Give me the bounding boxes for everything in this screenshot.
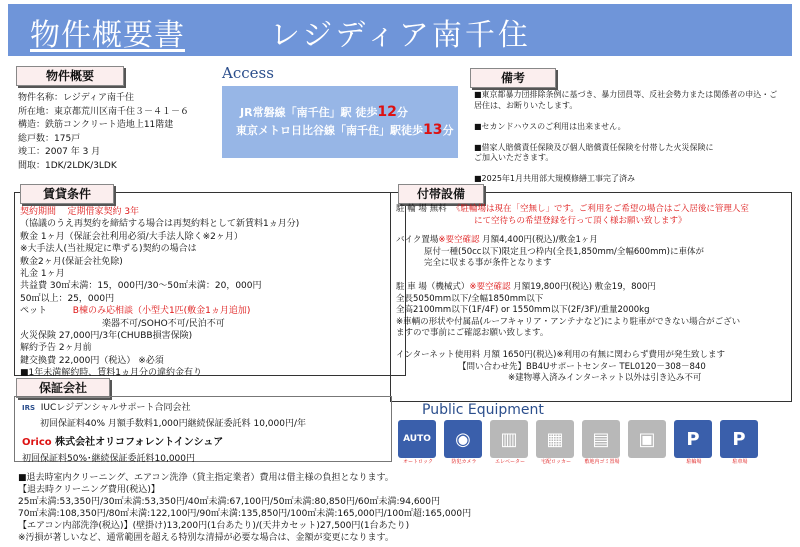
access-line-metro: 東京メトロ日比谷線「南千住」駅徒歩13分 (236, 122, 454, 138)
equipment-tag: 付帯設備 (398, 184, 484, 204)
equipment-label: 宅配ロッカー (541, 459, 571, 465)
guarantor-detail: 初回保証料50%･継続保証委託料10,000円 (22, 454, 195, 465)
car-line: ますので事前にご確認お願い致します。 (396, 328, 549, 339)
terms-line: 共益費 30㎡未満：15，000円/30～50㎡未満：20，000円 (20, 281, 262, 292)
equipment-symbol-icon: P (720, 420, 758, 458)
terms-line: （協議のうえ再契約を締結する場合は再契約料として新賃料1ヵ月分) (20, 219, 300, 230)
equipment-icon-0 (398, 420, 438, 465)
remarks-line: ご加入いただきます。 (474, 153, 554, 162)
footer-line: 25㎡未満:53,350円/30㎡未満:53,350円/40㎡未満:67,100円/50㎡未満:80,850円/60㎡未満:94,600円 (18, 497, 441, 507)
footer-line: 【エアコン内部洗浄(税込)】(壁掛け)13,200円(1台あたり)/(天井カセット)27,500円(1台あたり) (18, 521, 410, 531)
terms-list (20, 206, 299, 380)
remarks-line (474, 111, 777, 122)
guarantor-list (22, 402, 306, 466)
equipment-symbol-icon: AUTO (398, 420, 436, 458)
terms-line: 鍵交換費 22,000円（税込） ※必須 (20, 355, 164, 366)
document-title: 物件概要書 (30, 18, 185, 53)
internet-line: ※建物導入済みインターネット以外は引き込み不可 (508, 373, 702, 384)
property-name: レジディア南千住 (270, 18, 531, 53)
car-line: 全高2100mm以下(1F/4F) or 1550mm以下(2F/3F)/重量2000kg (396, 305, 650, 316)
iuc-logo: IRS (22, 404, 36, 412)
overview-list (18, 92, 189, 174)
access-box (222, 86, 458, 158)
equipment-symbol-icon: ▥ (490, 420, 528, 458)
overview-line: 総戸数：175戸 (18, 133, 81, 144)
car-line: ※車輌の形状や付属品(ルーフキャリア・アンテナなど)により駐車ができない場合がござい (396, 316, 741, 327)
overview-tag: 物件概要 (16, 66, 124, 86)
access-line-jr: JR常磐線「南千住」駅 徒歩12分 (240, 104, 408, 120)
equipment-list (396, 204, 749, 385)
terms-line: 礼金 1ヶ月 (20, 269, 65, 280)
overview-line: 所在地：東京都荒川区南千住３－４１－６ (18, 106, 190, 117)
equipment-label: 敷地内ゴミ置場 (584, 459, 620, 465)
equipment-icon-1 (444, 420, 484, 465)
terms-line: 解約予告 2ヶ月前 (20, 343, 92, 354)
footer-line: ■退去時室内クリーニング、エアコン洗浄（貸主指定業者）費用は借主様の負担となります。 (18, 473, 394, 483)
public-equipment-icons (398, 420, 760, 465)
guarantor-tag: 保証会社 (16, 378, 110, 398)
footer-line: ※汚損が著しいなど、通常範囲を超える特別な清掃が必要な場合は、金額が変更になります。 (18, 533, 394, 543)
internet-line: 【問い合わせ先】BB4Uサポートセンター TEL0120－308－840 (458, 361, 706, 372)
remarks-line: ■セカンドハウスのご利用は出来ません。 (474, 121, 626, 131)
motorbike-line: 原付一種(50cc以下)限定且つ枠内(全長1,850mm/全幅600mm)に車体が (424, 246, 704, 257)
terms-line: 敷金2ヶ月(保証会社免除) (20, 256, 123, 267)
guarantor-detail: 初回保証料40% 月額手数料1,000円継続保証委託料 10,000円/年 (40, 419, 307, 430)
equipment-symbol-icon: ▤ (582, 420, 620, 458)
remarks-line: 居住は、お断りいたします。 (474, 100, 578, 110)
bike-parking: 駐 輪 場 無料 《駐輪場は現在「空無し」です。ご利用をご希望の場合はご入居後に管理人室 (396, 204, 749, 214)
public-equipment-title: Public Equipment (422, 402, 544, 418)
equipment-label: 駐車場 (732, 459, 748, 465)
car-parking: 駐 車 場（機械式）※要空確認 月額19,800円(税込) 敷金19，800円 (396, 281, 656, 292)
overview-line: 構造：鉄筋コンクリート造地上11階建 (18, 120, 174, 131)
terms-line: 火災保険 27,000円/3年(CHUBB損害保険) (20, 331, 193, 342)
terms-line: 敷金 1ヶ月（保証会社利用必須/大手法人除く※2ヶ月） (20, 231, 243, 242)
bike-parking-note: にて空待ちの希望登録を行って頂く様お願い致します》 (474, 215, 687, 226)
equipment-icon-4 (582, 420, 622, 465)
equipment-icon-6 (674, 420, 714, 465)
remarks-line: ■東京都暴力団排除条例に基づき、暴力団員等、反社会勢力または関係者の申込・ご (474, 90, 778, 99)
equipment-symbol-icon: ▣ (628, 420, 666, 458)
access-title: Access (222, 64, 274, 82)
car-line: 全長5050mm以下/全幅1850mm以下 (396, 293, 544, 304)
access-jr-minutes: 12 (377, 104, 397, 120)
motorbike-line: 完全に収まる事が条件となります (424, 258, 552, 269)
overview-line: 竣工：2007 年 3 月 (18, 147, 101, 158)
footer-line: 70㎡未満:108,350円/80㎡未満:122,100円/90㎡未満:135,850円/100㎡未満:165,000円/100㎡超:165,000円 (18, 509, 472, 519)
pet-note: 楽器不可/SOHO不可/民泊不可 (102, 318, 225, 329)
equipment-label: 駐輪場 (686, 459, 702, 465)
equipment-label: エレベーター (494, 459, 525, 465)
terms-line: ※大手法人(当社規定に準ずる)契約の場合は (20, 244, 197, 255)
equipment-symbol-icon: P (674, 420, 712, 458)
equipment-label: オートロック (403, 459, 433, 465)
remarks-line (474, 132, 777, 143)
terms-line: ■1年未満解約時、賃料1ヵ月分の違約金有り (20, 368, 202, 379)
guarantor-company-iuc: IRS IUCレジデンシャルサポート合同会社 (22, 403, 191, 413)
equipment-symbol-icon: ▦ (536, 420, 574, 458)
remarks-line: ■2025年1月共用部大規模修繕工事完了済み (474, 174, 636, 183)
terms-tag: 賃貸条件 (20, 184, 114, 204)
equipment-icon-5 (628, 420, 668, 465)
equipment-label: 防犯カメラ (451, 459, 477, 465)
orico-logo: Orico (22, 436, 52, 448)
motorbike-parking: バイク置場※要空確認 月額4,400円(税込)/敷金1ヶ月 (396, 235, 598, 246)
overview-line: 間取：1DK/2LDK/3LDK (18, 160, 117, 171)
equipment-symbol-icon: ◉ (444, 420, 482, 458)
internet-line: インターネット使用料 月額 1650円(税込)※利用の有無に関わらず費用が発生致します (396, 349, 726, 360)
access-metro-minutes: 13 (423, 122, 443, 138)
equipment-icon-3 (536, 420, 576, 465)
remarks-line (474, 164, 777, 175)
remarks-line: ■借家人賠償責任保険及び個人賠償責任保険を付帯した火災保険に (474, 142, 714, 152)
header-banner (8, 4, 792, 56)
contract-period: 契約期間 定期借家契約 3年 (20, 207, 140, 217)
remarks-tag: 備考 (470, 68, 556, 88)
equipment-icon-2 (490, 420, 530, 465)
remarks-list (474, 90, 777, 185)
footer-notes (18, 472, 471, 544)
overview-line: 物件名称：レジディア南千住 (18, 93, 135, 103)
footer-line: 【退去時クリーニング費用(税込)】 (18, 485, 160, 495)
guarantor-company-orico: Orico 株式会社オリコフォレントインシュア (22, 436, 224, 448)
equipment-icon-7 (720, 420, 760, 465)
terms-line: 50㎡以上：25，000円 (20, 293, 115, 304)
pet-line: ペット B棟のみ応相談（小型犬1匹(敷金1ヵ月追加) (20, 306, 251, 317)
